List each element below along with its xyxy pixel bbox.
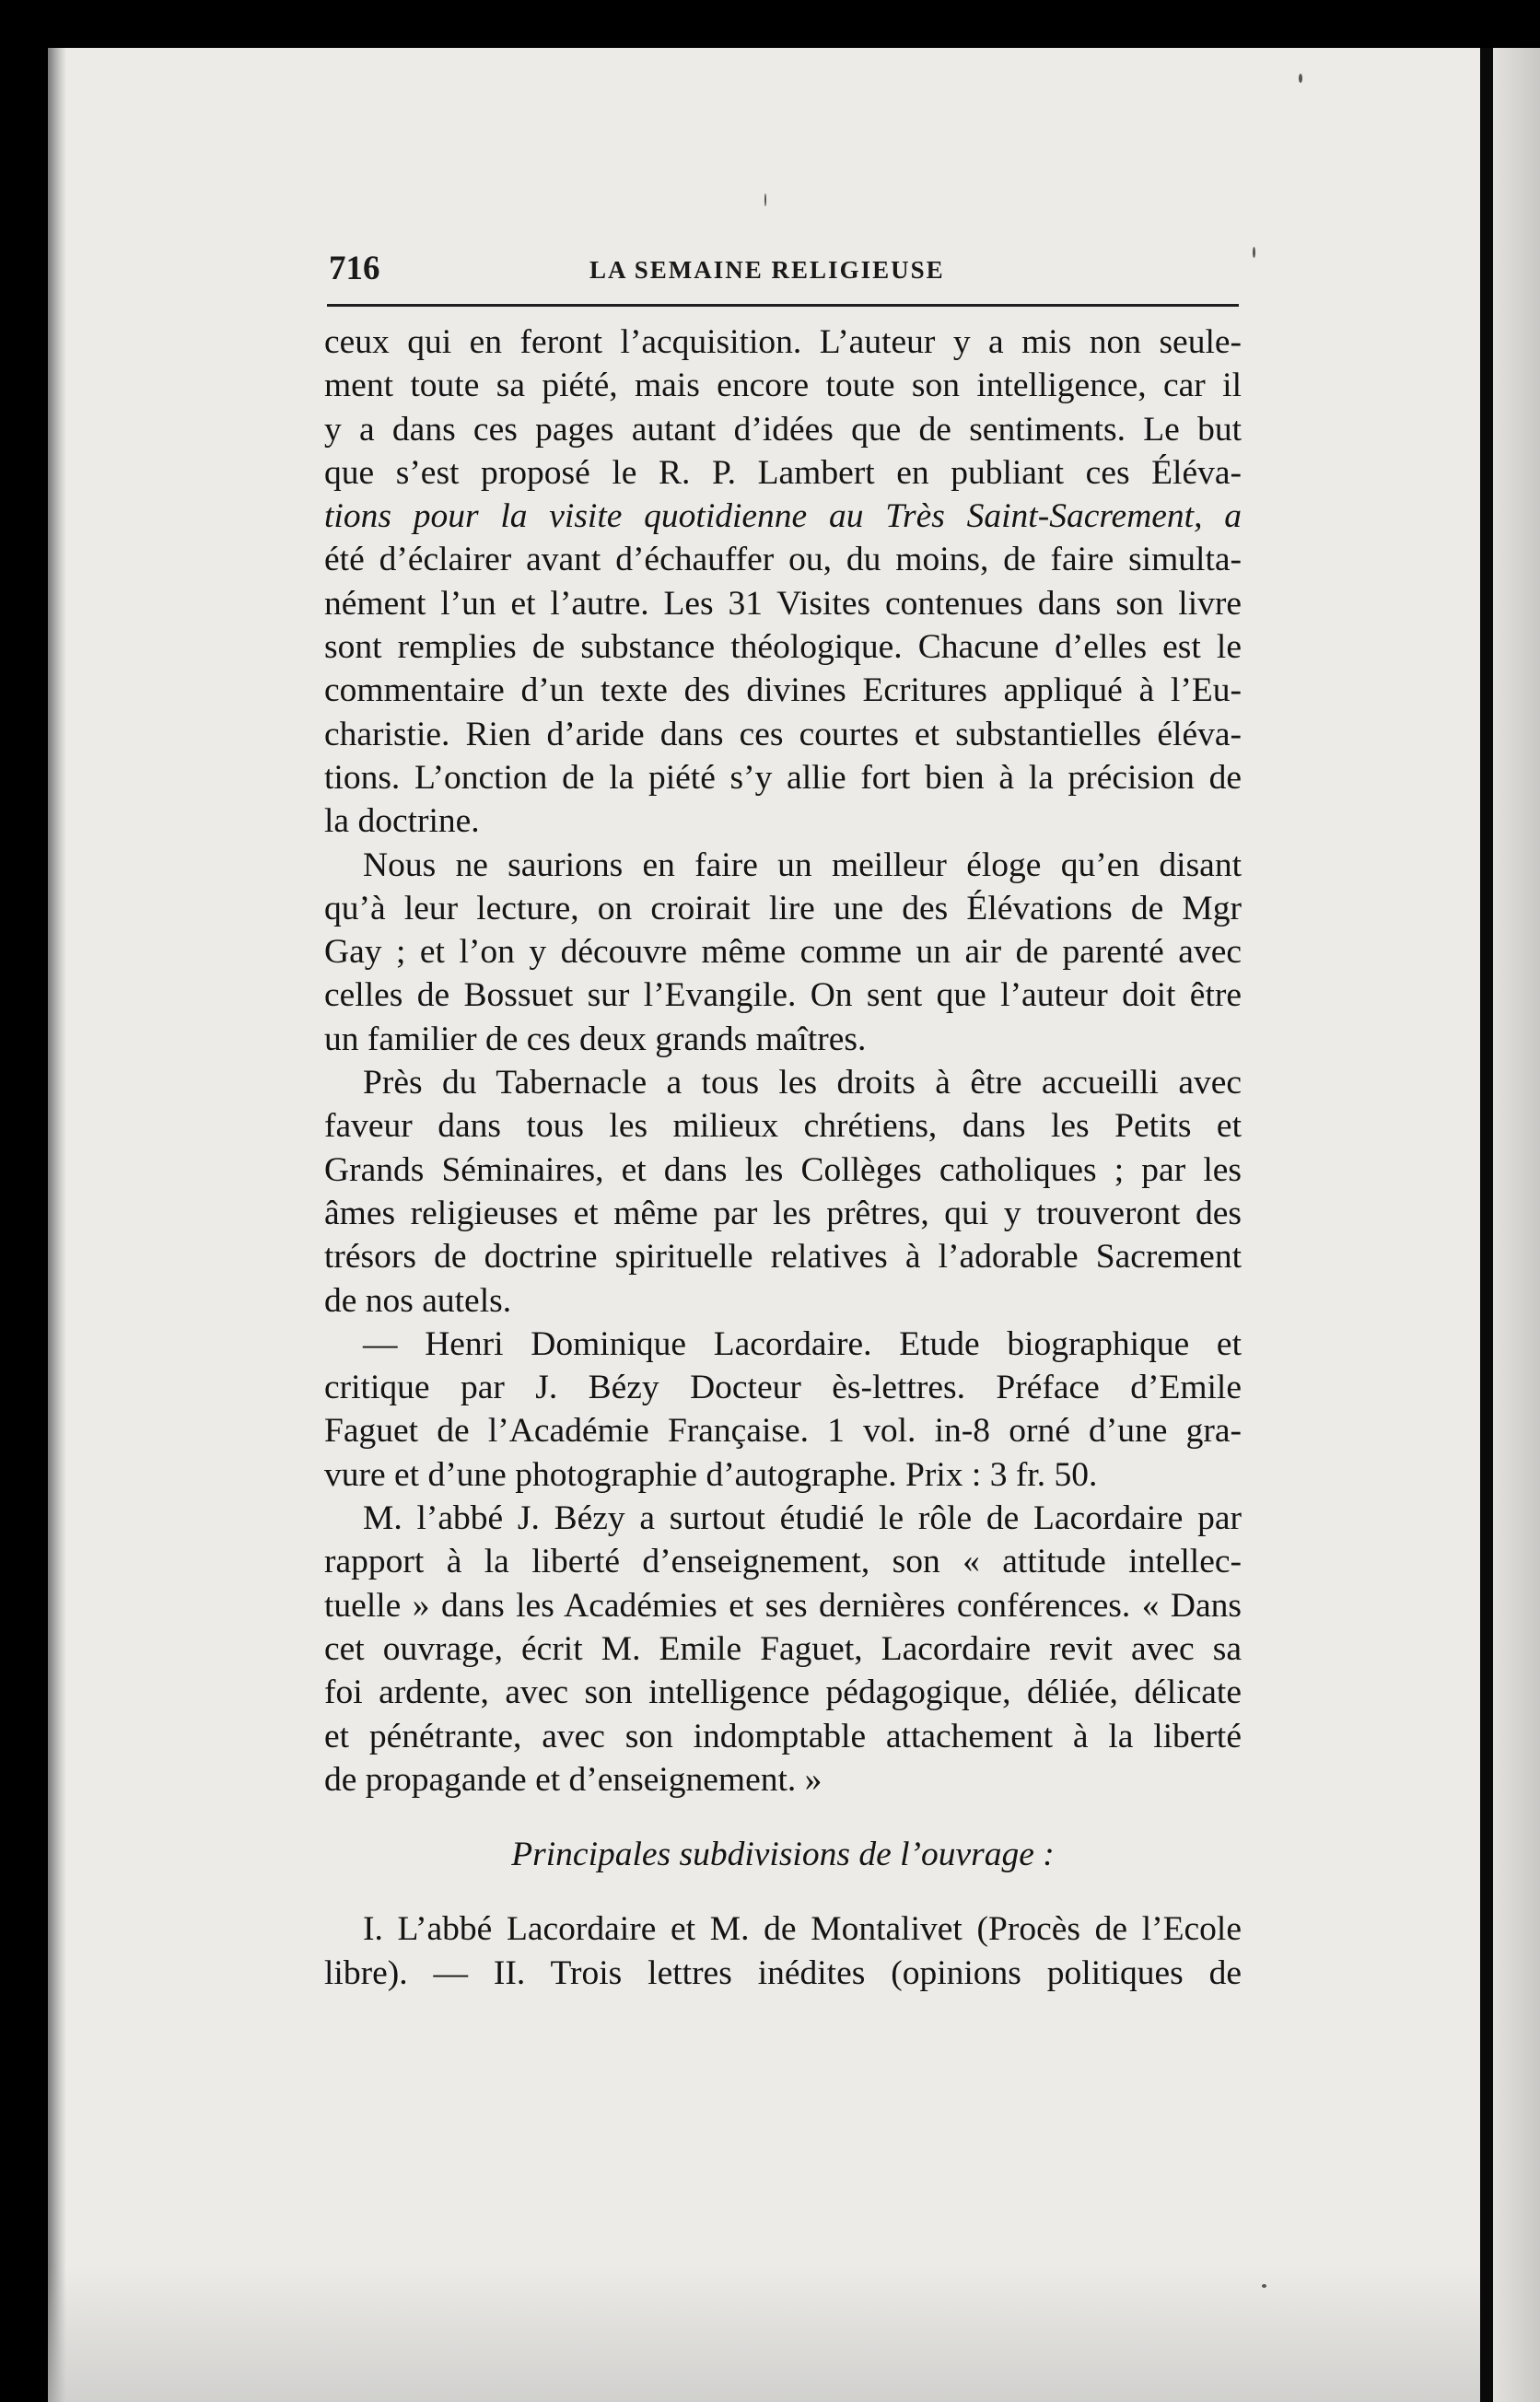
text-line: rapport à la liberté d’enseignement, son « attitude intellec- [324,1543,1242,1581]
page-number: 716 [329,250,380,287]
text-line: de propagande et d’enseignement. » [324,1760,822,1799]
text-line: ceux qui en feront l’acquisition. L’auteur y a mis non seule- [324,323,1242,361]
text-line: Grands Séminaires, et dans les Collèges catholiques ; par les [324,1150,1242,1189]
page-header [327,241,1239,287]
text-line: et pénétrante, avec son indomptable attachement à la liberté [324,1717,1242,1755]
text-line: été d’éclairer avant d’échauffer ou, du moins, de faire simulta- [324,541,1242,579]
text-line: nément l’un et l’autre. Les 31 Visites contenues dans son livre [324,584,1242,623]
text-line: tions pour la visite quotidienne au Très Saint-Sacrement, a [324,497,1242,536]
text-line: celles de Bossuet sur l’Evangile. On sent que l’auteur doit être [324,976,1242,1015]
text-line: trésors de doctrine spirituelle relatives à l’adorable Sacrement [324,1238,1242,1277]
text-line: critique par J. Bézy Docteur ès-lettres. Préface d’Emile [324,1369,1242,1407]
text-line: qu’à leur lecture, on croirait lire une des Élévations de Mgr [324,889,1242,927]
text-line: un familier de ces deux grands maîtres. [324,1020,867,1058]
text-line: de nos autels. [324,1281,512,1320]
article-body [324,321,1242,1995]
text-line: Faguet de l’Académie Française. 1 vol. in-8 orné d’une gra- [324,1412,1242,1451]
running-title: LA SEMAINE RELIGIEUSE [589,256,945,284]
text-line: que s’est proposé le R. P. Lambert en publiant ces Éléva- [324,453,1242,492]
text-line: commentaire d’un texte des divines Ecritures appliqué à l’Eu- [324,671,1242,710]
text-line: faveur dans tous les milieux chrétiens, dans les Petits et [324,1107,1242,1146]
page-left-edge-shadow [48,48,66,2402]
text-line: tuelle » dans les Académies et ses dernières conférences. « Dans [324,1586,1242,1625]
text-line: la doctrine. [324,802,480,841]
header-rule [327,304,1239,307]
text-line: charistie. Rien d’aride dans ces courtes et substantielles éléva- [324,715,1242,753]
text-line: sont remplies de substance théologique. Chacune d’elles est le [324,628,1242,667]
text-line: Près du Tabernacle a tous les droits à être accueilli avec [363,1064,1242,1102]
text-line: foi ardente, avec son intelligence pédagogique, déliée, délicate [324,1673,1242,1712]
text-line: vure et d’une photographie d’autographe. Prix : 3 fr. 50. [324,1455,1098,1494]
text-line: âmes religieuses et même par les prêtres, qui y trouveront des [324,1194,1242,1232]
section-subheading: Principales subdivisions de l’ouvrage : [511,1836,1055,1874]
page-gutter [1480,48,1493,2402]
adjacent-page-edge [1493,48,1540,2402]
text-line: libre). — II. Trois lettres inédites (opinions politiques de [324,1953,1242,1992]
text-line: Gay ; et l’on y découvre même comme un air de parenté avec [324,933,1242,972]
text-line: M. l’abbé J. Bézy a surtout étudié le rôle de Lacordaire par [363,1499,1242,1538]
text-line: y a dans ces pages autant d’idées que de sentiments. Le but [324,410,1242,449]
text-line: I. L’abbé Lacordaire et M. de Montalivet (Procès de l’Ecole [363,1910,1242,1949]
text-line: Nous ne saurions en faire un meilleur éloge qu’en disant [363,845,1242,884]
text-line: — Henri Dominique Lacordaire. Etude biographique et [363,1324,1242,1363]
text-line: cet ouvrage, écrit M. Emile Faguet, Lacordaire revit avec sa [324,1629,1242,1668]
text-line: tions. L’onction de la piété s’y allie fort bien à la précision de [324,758,1242,797]
text-line: ment toute sa piété, mais encore toute son intelligence, car il [324,367,1242,405]
